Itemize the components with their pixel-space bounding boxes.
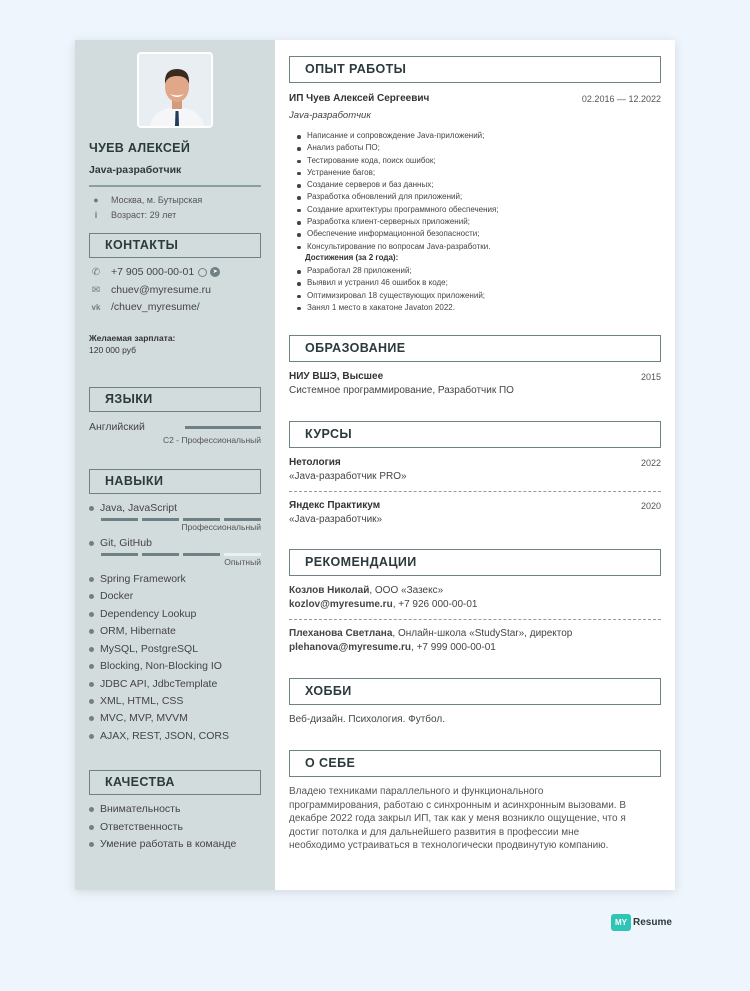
education-year: 2015: [640, 372, 661, 382]
skill-level-bars: [101, 553, 261, 556]
skill-item: [89, 573, 186, 585]
bullet-icon: [89, 629, 94, 634]
logo-text: Resume: [633, 917, 672, 928]
contacts-heading: КОНТАКТЫ: [89, 233, 261, 258]
list-item: Обеспечение информационной безопасности;: [307, 228, 499, 240]
about-line: Владею техниками параллельного и функционального: [289, 786, 544, 797]
main-column: [275, 40, 675, 890]
telegram-icon[interactable]: ➤: [210, 267, 220, 277]
bullet-icon: [89, 842, 94, 847]
skill-item: [89, 537, 152, 549]
about-line: необходимо устраиваться в технологически продвинутую компанию.: [289, 840, 609, 852]
list-item: Устранение багов;: [307, 167, 499, 179]
phone-row: [89, 266, 220, 278]
sidebar: [75, 40, 275, 890]
recommender-name: Козлов Николай: [289, 585, 370, 596]
email-text[interactable]: chuev@myresume.ru: [111, 284, 211, 296]
location-row: [89, 195, 202, 205]
bullet-icon: [89, 716, 94, 721]
language-name: Английский: [89, 421, 145, 433]
recommender-email[interactable]: kozlov@myresume.ru: [289, 599, 393, 610]
quality-item: [89, 821, 183, 833]
course-name: «Java-разработчик»: [289, 514, 383, 525]
language-level-bar: [185, 426, 261, 429]
skill-item: [89, 730, 229, 742]
skill-level-bars: [101, 518, 261, 521]
salary-label: Желаемая зарплата:: [89, 333, 176, 343]
education-heading: ОБРАЗОВАНИЕ: [289, 335, 661, 362]
bullet-icon: [89, 594, 94, 599]
list-item: Анализ работы ПО;: [307, 142, 499, 154]
course-name: «Java-разработчик PRO»: [289, 471, 407, 482]
skill-item: [89, 590, 133, 602]
about-heading: О СЕБЕ: [289, 750, 661, 777]
quality-item: [89, 803, 180, 815]
skill-item: [89, 502, 177, 514]
recommendation-contacts: [289, 642, 496, 653]
bullet-icon: [89, 825, 94, 830]
courses-heading: КУРСЫ: [289, 421, 661, 448]
salary-value: 120 000 руб: [89, 345, 136, 355]
list-item: Разработка клиент-серверных приложений;: [307, 216, 499, 228]
list-item: Занял 1 место в хакатоне Javaton 2022.: [307, 302, 485, 314]
list-item: Консультирование по вопросам Java-разработки.: [307, 241, 499, 253]
education-institution: НИУ ВШЭ, Высшее: [289, 371, 384, 382]
vk-row: [89, 301, 200, 313]
list-item: Тестирование кода, поиск ошибок;: [307, 155, 499, 167]
phone-text[interactable]: +7 905 000-00-01: [111, 266, 195, 278]
bullet-icon: [89, 699, 94, 704]
list-item: Оптимизировал 18 существующих приложений;: [307, 290, 485, 302]
about-line: декабре 2022 года закрыл ИП, так как у меня возникло ощущение, что я: [289, 813, 626, 825]
skill-item: [89, 660, 222, 672]
skill-label: Spring Framework: [100, 573, 186, 585]
skill-item: [89, 608, 196, 620]
skill-label: MySQL, PostgreSQL: [100, 643, 199, 655]
achievements-list: [307, 265, 485, 314]
resume-page: [75, 40, 675, 890]
qualities-heading: КАЧЕСТВА: [89, 770, 261, 795]
skill-level: Опытный: [224, 557, 261, 567]
person-name: ЧУЕВ АЛЕКСЕЙ: [89, 141, 191, 155]
list-item: Создание архитектуры программного обеспечения;: [307, 204, 499, 216]
bullet-icon: [89, 612, 94, 617]
skill-item: [89, 712, 188, 724]
skill-label: Docker: [100, 590, 134, 602]
myresume-logo[interactable]: [611, 914, 672, 931]
recommendation-line: [289, 585, 443, 596]
quality-item: [89, 838, 236, 850]
experience-dates: 02.2016 — 12.2022: [581, 94, 661, 104]
position-title: Java-разработчик: [289, 110, 371, 121]
recommendation-line: [289, 628, 572, 639]
skill-level: Профессиональный: [181, 522, 261, 532]
recommender-name: Плеханова Светлана: [289, 628, 393, 639]
bullet-icon: [89, 807, 94, 812]
email-row: [89, 284, 211, 296]
bullet-icon: [89, 541, 94, 546]
bullet-icon: [89, 682, 94, 687]
bullet-icon: [89, 577, 94, 582]
age-row: [89, 210, 176, 220]
profile-photo: [137, 52, 213, 128]
recommender-org: , ООО «Зазекс»: [369, 585, 444, 596]
course-org: Нетология: [289, 457, 341, 468]
skill-item: [89, 625, 176, 637]
skills-heading: НАВЫКИ: [89, 469, 261, 494]
bullet-icon: [89, 647, 94, 652]
duties-list: [307, 130, 499, 253]
location-text: Москва, м. Бутырская: [111, 195, 203, 205]
skill-label: Git, GitHub: [100, 537, 152, 549]
skill-item: [89, 695, 183, 707]
person-role: Java-разработчик: [89, 164, 182, 176]
skill-label: Dependency Lookup: [100, 608, 197, 620]
education-program: Системное программирование, Разработчик ПО: [289, 385, 514, 396]
divider: [289, 619, 661, 620]
course-year: 2020: [640, 501, 661, 511]
language-level: C2 - Профессиональный: [162, 435, 261, 445]
course-org: Яндекс Практикум: [289, 500, 381, 511]
list-item: Написание и сопровождение Java-приложений;: [307, 130, 499, 142]
location-pin-icon: ●: [93, 195, 99, 205]
age-text: Возраст: 29 лет: [111, 210, 177, 220]
info-icon: i: [94, 210, 98, 220]
recommender-org: , Онлайн-школа «StudyStar», директор: [392, 628, 573, 639]
phone-icon: ✆: [91, 266, 101, 278]
divider: [89, 185, 261, 187]
hobby-heading: ХОББИ: [289, 678, 661, 705]
list-item: Разработал 28 приложений;: [307, 265, 485, 277]
logo-badge: MY: [611, 914, 631, 931]
bullet-icon: [89, 734, 94, 739]
divider: [289, 491, 661, 492]
list-item: Создание серверов и баз данных;: [307, 179, 499, 191]
hobby-text: Веб-дизайн. Психология. Футбол.: [289, 714, 445, 725]
list-item: Разработка обновлений для приложений;: [307, 191, 499, 203]
skill-label: Blocking, Non-Blocking IO: [100, 660, 222, 672]
skill-label: Java, JavaScript: [100, 502, 178, 514]
skill-item: [89, 643, 198, 655]
skill-label: AJAX, REST, JSON, CORS: [100, 730, 229, 742]
skill-label: MVC, MVP, MVVM: [100, 712, 188, 724]
bullet-icon: [89, 664, 94, 669]
skill-item: [89, 678, 217, 690]
skill-label: JDBC API, JdbcTemplate: [100, 678, 218, 690]
quality-label: Внимательность: [100, 803, 181, 815]
languages-heading: ЯЗЫКИ: [89, 387, 261, 412]
quality-label: Умение работать в команде: [100, 838, 237, 850]
vk-text[interactable]: /chuev_myresume/: [111, 301, 200, 313]
recommender-phone: , +7 999 000-00-01: [411, 642, 496, 653]
list-item: Выявил и устранил 46 ошибок в коде;: [307, 277, 485, 289]
about-text: [289, 785, 626, 853]
course-year: 2022: [640, 458, 661, 468]
about-line: достиг потолка и для дальнейшего развития в профессии мне: [289, 826, 580, 838]
bullet-icon: [89, 506, 94, 511]
experience-heading: ОПЫТ РАБОТЫ: [289, 56, 661, 83]
skill-label: XML, HTML, CSS: [100, 695, 184, 707]
recommender-phone: , +7 926 000-00-01: [392, 599, 478, 610]
mail-icon: ✉: [91, 284, 101, 296]
company-name: ИП Чуев Алексей Сергеевич: [289, 93, 430, 104]
quality-label: Ответственность: [100, 821, 183, 833]
vk-icon: vk: [91, 302, 101, 312]
recommendations-heading: РЕКОМЕНДАЦИИ: [289, 549, 661, 576]
recommendation-contacts: [289, 599, 477, 610]
whatsapp-icon[interactable]: [198, 268, 207, 277]
achievements-title: Достижения (за 2 года):: [305, 253, 399, 262]
skill-label: ORM, Hibernate: [100, 625, 176, 637]
about-line: программирования, работаю с синхронным и асинхронным вызовами. В: [289, 799, 627, 811]
recommender-email[interactable]: plehanova@myresume.ru: [289, 642, 412, 653]
